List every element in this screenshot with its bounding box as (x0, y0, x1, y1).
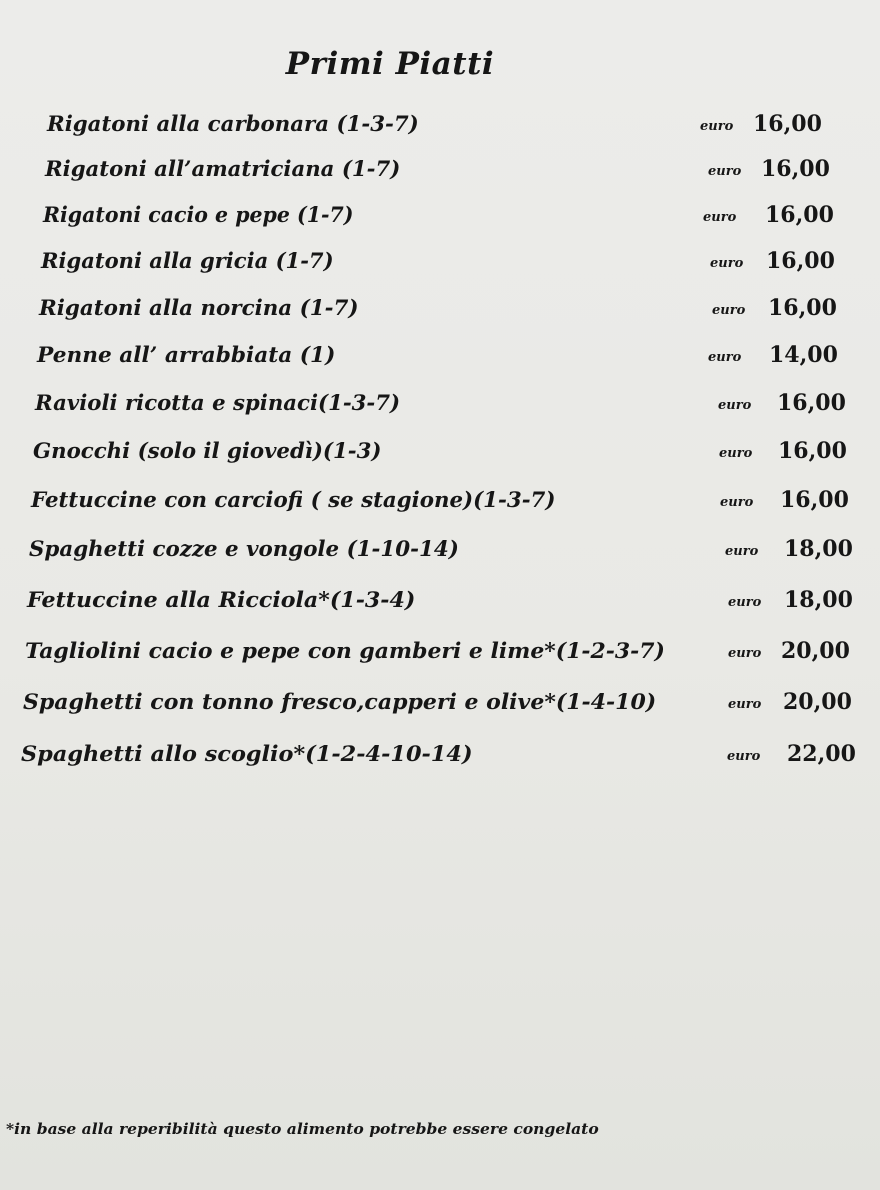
dish-price: 16,00 (753, 111, 822, 137)
menu-item (0, 529, 860, 569)
dish-name: Gnocchi (solo il giovedì)(1-3) (33, 438, 382, 463)
dish-price: 16,00 (777, 390, 846, 416)
menu-item (0, 383, 860, 423)
dish-price: 18,00 (784, 536, 853, 562)
currency-label: euro (728, 595, 762, 610)
dish-price: 16,00 (768, 295, 837, 321)
menu-item (0, 734, 860, 774)
dish-price: 16,00 (766, 248, 835, 274)
menu-item (0, 288, 860, 328)
dish-price: 22,00 (787, 741, 856, 767)
currency-label: euro (708, 164, 742, 179)
menu-item (0, 149, 860, 189)
dish-price: 18,00 (784, 587, 853, 613)
menu-item (0, 480, 860, 520)
dish-price: 16,00 (761, 156, 830, 182)
dish-price: 20,00 (781, 638, 850, 664)
menu-item (0, 631, 860, 671)
currency-label: euro (719, 446, 753, 461)
dish-price: 16,00 (780, 487, 849, 513)
menu-item (0, 431, 860, 471)
dish-name: Rigatoni alla carbonara (1-3-7) (47, 111, 419, 136)
dish-name: Fettuccine con carciofi ( se stagione)(1-3-7) (31, 487, 556, 512)
menu-item (0, 682, 860, 722)
currency-label: euro (720, 495, 754, 510)
dish-name: Spaghetti cozze e vongole (1-10-14) (29, 536, 459, 561)
dish-name: Spaghetti allo scoglio*(1-2-4-10-14) (21, 741, 473, 766)
currency-label: euro (727, 749, 761, 764)
currency-label: euro (718, 398, 752, 413)
footnote: *in base alla reperibilità questo alimento potrebbe essere congelato (6, 1121, 599, 1138)
menu-item (0, 195, 860, 235)
dish-name: Penne all’ arrabbiata (1) (37, 342, 336, 367)
menu-item (0, 241, 860, 281)
dish-price: 14,00 (769, 342, 838, 368)
menu-item (0, 335, 860, 375)
dish-name: Rigatoni alla norcina (1-7) (39, 295, 359, 320)
dish-name: Rigatoni all’amatriciana (1-7) (45, 156, 401, 181)
currency-label: euro (725, 544, 759, 559)
dish-price: 16,00 (765, 202, 834, 228)
currency-label: euro (712, 303, 746, 318)
currency-label: euro (728, 646, 762, 661)
dish-name: Ravioli ricotta e spinaci(1-3-7) (35, 390, 401, 415)
dish-price: 20,00 (783, 689, 852, 715)
currency-label: euro (700, 119, 734, 134)
menu-item (0, 580, 860, 620)
currency-label: euro (708, 350, 742, 365)
menu-item (0, 104, 860, 144)
dish-name: Rigatoni alla gricia (1-7) (41, 248, 334, 273)
currency-label: euro (728, 697, 762, 712)
currency-label: euro (710, 256, 744, 271)
dish-name: Fettuccine alla Ricciola*(1-3-4) (27, 587, 416, 612)
dish-name: Tagliolini cacio e pepe con gamberi e lime*(1-2-3-7) (25, 638, 665, 663)
dish-name: Rigatoni cacio e pepe (1-7) (43, 202, 354, 227)
dish-name: Spaghetti con tonno fresco,capperi e olive*(1-4-10) (23, 689, 657, 714)
currency-label: euro (703, 210, 737, 225)
dish-price: 16,00 (778, 438, 847, 464)
menu-title: Primi Piatti (285, 46, 495, 82)
